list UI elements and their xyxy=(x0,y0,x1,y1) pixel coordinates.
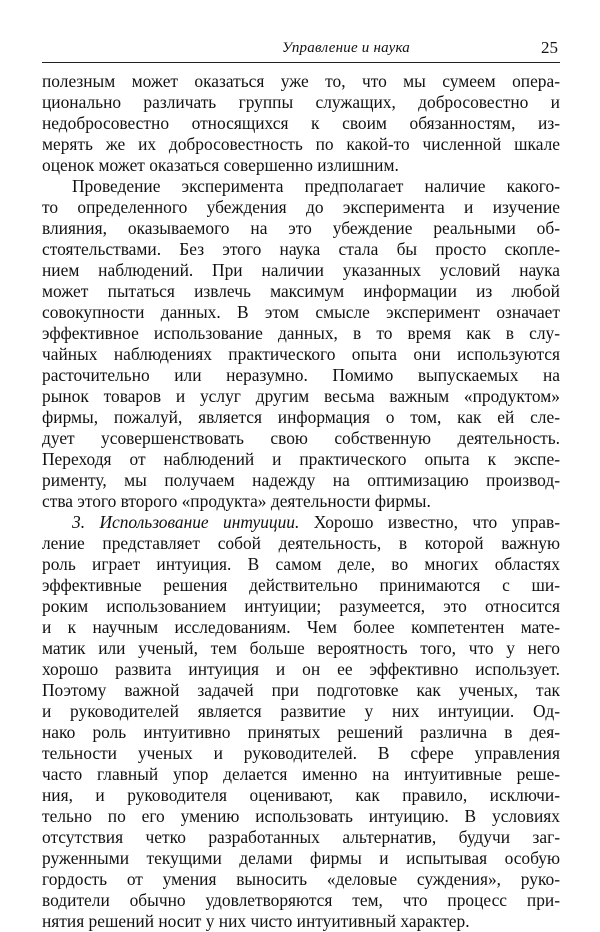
text-line: стоятельствами. Без этого наука стала бы просто скопле- xyxy=(42,239,560,259)
text-line: эффективное использование данных, в то время как в слу- xyxy=(42,323,560,343)
text-line: ства этого второго «продукта» деятельности фирмы. xyxy=(42,491,431,511)
text-line: роким использованием интуиции; разумеется, это относится xyxy=(42,596,560,616)
text-line: ния, и руководителя оценивают, как правило, исключи- xyxy=(42,785,560,805)
text-line: совокупности данных. В этом смысле эксперимент означает xyxy=(42,302,560,322)
text-line: мерять же их добросовестность по какой-то численной шкале xyxy=(42,134,560,154)
text-line: тельности ученых и руководителей. В сфере управления xyxy=(42,743,560,763)
text-line: Поэтому важной задачей при подготовке как ученых, так xyxy=(42,680,560,700)
text-line: гордость от умения выносить «деловые суждения», руко- xyxy=(42,869,560,889)
paragraph-experiment xyxy=(42,176,560,512)
text-line: матик или ученый, тем больше вероятность того, что у него xyxy=(42,638,560,658)
body-text xyxy=(42,71,560,932)
text-line: часто главный упор делается именно на интуитивные реше- xyxy=(42,764,560,784)
text-line: ление представляет собой деятельность, в которой важную xyxy=(42,533,560,553)
paragraph-continuation xyxy=(42,71,560,176)
text-line: роль играет интуиция. В самом деле, во многих областях xyxy=(42,554,560,574)
text-line: влияния, оказываемого на это убеждение реальными об- xyxy=(42,218,560,238)
text-line: нако роль интуитивно принятых решений различна в дея- xyxy=(42,722,560,742)
text-line: и к научным исследованиям. Чем более компетентен мате- xyxy=(42,617,560,637)
text-line: ционально различать группы служащих, добросовестно и xyxy=(42,92,560,112)
text-line: водители обычно удовлетворяются тем, что процесс при- xyxy=(42,890,560,910)
text-line: полезным может оказаться уже то, что мы сумеем опера- xyxy=(42,71,560,91)
text-line: чайных наблюдениях практического опыта они используются xyxy=(42,344,560,364)
text-line: недобросовестно относящихся к своим обязанностям, из- xyxy=(42,113,560,133)
running-header-title: Управление и наука xyxy=(281,40,410,56)
text-line: может пытаться извлечь максимум информации из любой xyxy=(42,281,560,301)
text-line: хорошо развита интуиция и он ее эффективно использует. xyxy=(42,659,560,679)
text-line: оценок может оказаться совершенно излишним. xyxy=(42,155,399,175)
text-line: нием наблюдений. При наличии указанных условий наука xyxy=(42,260,560,280)
text-line xyxy=(42,512,560,533)
text-line: отсутствия четко разработанных альтернатив, будучи заг- xyxy=(42,827,560,847)
text-line: рименту, мы получаем надежду на оптимизацию производ- xyxy=(42,470,560,490)
text-line: Проведение эксперимента предполагает наличие какого- xyxy=(72,176,560,196)
text-line: нятия решений носит у них чисто интуитивный характер. xyxy=(42,911,470,931)
text-line: дует усовершенствовать свою собственную деятельность. xyxy=(42,428,560,448)
text-line: руженными текущими делами фирмы и испытывая особую xyxy=(42,848,560,868)
text-line: тельно по его умению использовать интуицию. В условиях xyxy=(42,806,560,826)
text-line: расточительно или неразумно. Помимо выпускаемых на xyxy=(42,365,560,385)
running-header xyxy=(42,38,560,63)
text-line: и руководителей является развитие у них интуиции. Од- xyxy=(42,701,560,721)
text-line: рынок товаров и услуг другим весьма важным «продуктом» xyxy=(42,386,560,406)
section-heading-inline: 3. Использование интуиции. xyxy=(72,512,300,532)
text-fragment: Хорошо известно, что управ- xyxy=(299,512,560,532)
paragraph-intuition xyxy=(42,512,560,932)
page-number: 25 xyxy=(541,38,558,57)
text-line: Переходя от наблюдений и практического опыта к экспе- xyxy=(42,449,560,469)
text-line: то определенного убеждения до эксперимента и изучение xyxy=(42,197,560,217)
text-line: фирмы, пожалуй, является информация о том, как ей сле- xyxy=(42,407,560,427)
text-line: эффективные решения действительно принимаются с ши- xyxy=(42,575,560,595)
